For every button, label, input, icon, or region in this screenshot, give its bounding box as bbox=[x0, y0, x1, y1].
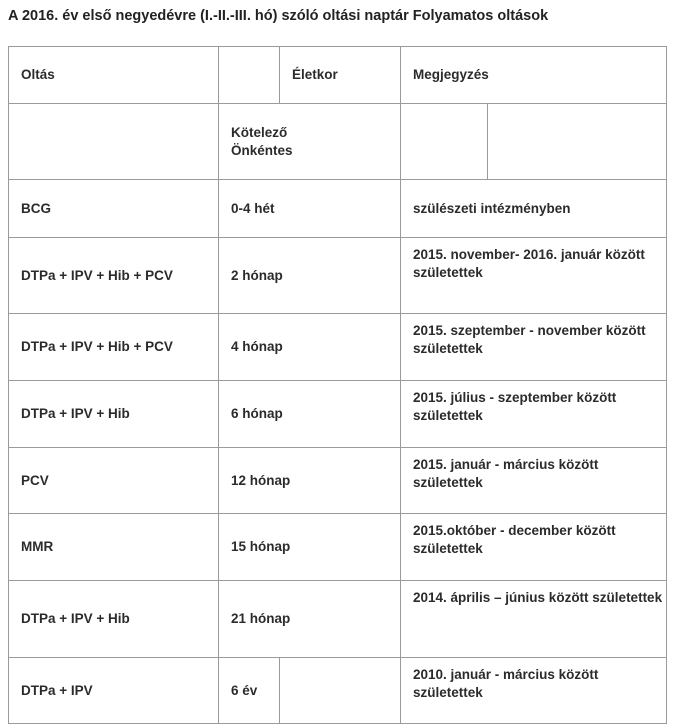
header-age: Életkor bbox=[279, 46, 401, 104]
vaccine-cell: DTPa + IPV bbox=[8, 657, 219, 724]
header-empty-cell bbox=[218, 46, 280, 104]
subheader-empty-cell bbox=[400, 103, 488, 180]
age-cell: 4 hónap bbox=[218, 313, 401, 381]
subheader-empty-cell bbox=[8, 103, 219, 180]
note-cell: 2015. január - március között születettek bbox=[400, 447, 667, 514]
note-cell: 2015. július - szeptember között születettek bbox=[400, 380, 667, 448]
page-title: A 2016. év első negyedévre (I.-II.-III. hó) szóló oltási naptár Folyamatos oltások bbox=[8, 8, 549, 24]
age-cell: 12 hónap bbox=[218, 447, 401, 514]
age-cell: 15 hónap bbox=[218, 513, 401, 581]
age-cell: 6 hónap bbox=[218, 380, 401, 448]
empty-cell bbox=[279, 657, 401, 724]
note-cell: 2015.október - december között születettek bbox=[400, 513, 667, 581]
note-cell: szülészeti intézményben bbox=[400, 179, 667, 238]
note-cell: 2015. szeptember - november között születettek bbox=[400, 313, 667, 381]
vaccine-cell: BCG bbox=[8, 179, 219, 238]
vaccine-cell: DTPa + IPV + Hib + PCV bbox=[8, 313, 219, 381]
subheader-optional: Önkéntes bbox=[231, 142, 293, 158]
note-cell: 2014. április – június között születettek bbox=[400, 580, 667, 658]
age-cell: 2 hónap bbox=[218, 237, 401, 314]
note-cell: 2010. január - március között születettek bbox=[400, 657, 667, 724]
vaccine-cell: DTPa + IPV + Hib + PCV bbox=[8, 237, 219, 314]
vaccine-cell: PCV bbox=[8, 447, 219, 514]
subheader-empty-cell bbox=[487, 103, 667, 180]
header-note: Megjegyzés bbox=[400, 46, 667, 104]
age-cell: 0-4 hét bbox=[218, 179, 401, 238]
subheader-type bbox=[218, 103, 401, 180]
note-cell: 2015. november- 2016. január között születettek bbox=[400, 237, 667, 314]
vaccine-cell: DTPa + IPV + Hib bbox=[8, 380, 219, 448]
age-cell: 21 hónap bbox=[218, 580, 401, 658]
vaccine-cell: MMR bbox=[8, 513, 219, 581]
vaccine-cell: DTPa + IPV + Hib bbox=[8, 580, 219, 658]
age-cell: 6 év bbox=[218, 657, 280, 724]
subheader-mandatory: Kötelező bbox=[231, 124, 288, 140]
header-vaccine: Oltás bbox=[8, 46, 219, 104]
